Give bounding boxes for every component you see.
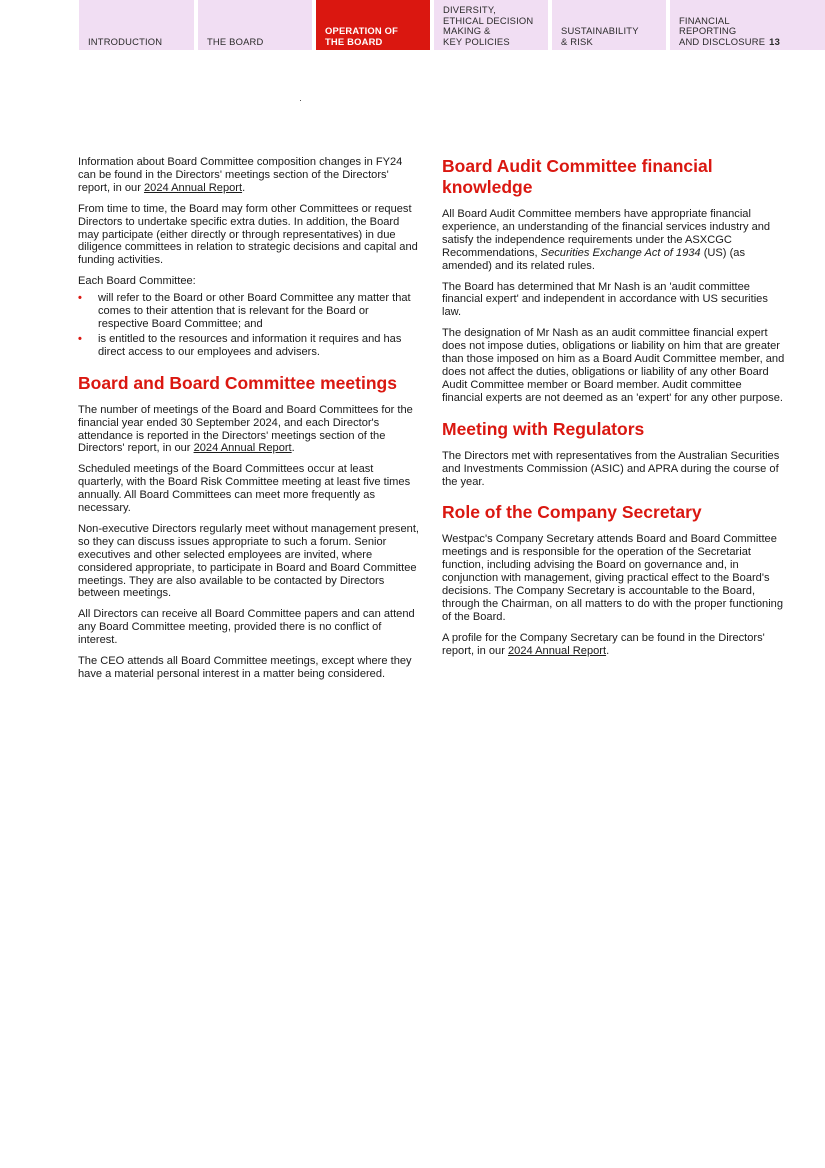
tab-label: OPERATION OF — [325, 25, 399, 37]
tab-label: & RISK — [561, 35, 593, 47]
meetings-count-paragraph: The number of meetings of the Board and Board Committees for the financial year ended 30 September 2024, and each Director's attendance is reported in the Directors' meetings section of the Directors' report, in our 2024 Annual Report. — [78, 403, 413, 455]
scheduled-meetings-paragraph: Scheduled meetings of the Board Committees occur at least quarterly, with the Board Risk Committee meeting at least five times annually. All Board Committees can meet more frequently as necessary. — [78, 463, 411, 515]
page-number: 13 — [769, 35, 780, 47]
tab-label: SUSTAINABILITY — [561, 25, 639, 37]
tab-label: AND DISCLOSURE — [679, 35, 766, 47]
heading-board-committee-meetings: Board and Board Committee meetings — [78, 372, 397, 393]
tab-label-with-page — [679, 37, 819, 47]
heading-role-of-company-secretary: Role of the Company Secretary — [442, 502, 702, 523]
tab-operation-of-the-board[interactable] — [316, 0, 430, 50]
other-committees-paragraph: From time to time, the Board may form other Committees or request Directors to undertake specific extra duties. In addition, the Board may participate (either directly or through representatives) in due diligence committees in relation to strategic decisions and capital and funding activities. — [78, 202, 418, 267]
company-secretary-paragraph: Westpac's Company Secretary attends Board and Board Committee meetings and is responsible for the operation of the Secretariat function, including advising the Board on governance and, in conjunction with management, giving practical effect to the Board's decisions. The Company Secretary is accountable to the Board, through the Chairman, on all matters to do with the proper functioning of the Board. — [442, 533, 784, 623]
designation-paragraph: The designation of Mr Nash as an audit committee financial expert does not impose duties, obligations or liability on him that are greater than those imposed on him as a Board Audit Committee member, and does not affect the duties, obligations or liability of any other Board Audit Committee member or Board member. Audit committee financial experts are not deemed as an 'expert' for any other purpose. — [442, 327, 785, 404]
tab-label: THE BOARD — [207, 35, 264, 47]
regulators-paragraph: The Directors met with representatives from the Australian Securities and Investments Commission (ASIC) and APRA during the course of the year. — [442, 449, 780, 488]
bullet-icon: • — [78, 292, 82, 305]
tab-the-board[interactable] — [198, 0, 312, 50]
tab-financial-reporting-and-disclosure[interactable] — [670, 0, 825, 50]
left-column — [78, 156, 421, 689]
tab-introduction[interactable] — [79, 0, 194, 50]
list-item: • is entitled to the resources and information it requires and has direct access to our employees and advisers. — [78, 332, 402, 358]
financial-expert-paragraph: The Board has determined that Mr Nash is an 'audit committee financial expert' and independent in accordance with US securities law. — [442, 280, 768, 319]
secretary-profile-paragraph: A profile for the Company Secretary can be found in the Directors' report, in our 2024 Annual Report. — [442, 631, 765, 657]
tab-label: THE BOARD — [325, 35, 383, 47]
list-item: • will refer to the Board or other Board Committee any matter that comes to their attention that is relevant for the Board or respective Board Committee; and — [78, 292, 411, 330]
tab-sustainability-and-risk[interactable] — [552, 0, 666, 50]
stray-mark — [300, 100, 301, 101]
committee-bullet-list — [78, 292, 421, 359]
tab-label: MAKING & — [443, 25, 491, 37]
ceo-attendance-paragraph: The CEO attends all Board Committee meetings, except where they have a material personal interest in a matter being considered. — [78, 655, 412, 680]
non-executive-directors-paragraph: Non-executive Directors regularly meet without management present, so they can discuss issues appropriate to such a forum. Senior executives and other selected employees are invited, where considered appropriate, to participate in Board and Board Committee meetings. They are also available to be contacted by Directors between meetings. — [78, 522, 419, 600]
committee-composition-paragraph: Information about Board Committee composition changes in FY24 can be found in the Directors' meetings section of the Directors' report, in our 2024 Annual Report. — [78, 156, 403, 194]
each-committee-intro: Each Board Committee: — [78, 275, 196, 288]
tab-label: FINANCIAL — [679, 14, 730, 26]
tab-label: REPORTING — [679, 25, 737, 37]
audit-members-paragraph: All Board Audit Committee members have appropriate financial experience, an understanding of the financial services industry and satisfy the independence requirements under the ASXCGC Recommendations, Securities Exchange Act of 1934 (US) (as amended) and its related rules. — [442, 208, 771, 272]
tab-label: KEY POLICIES — [443, 35, 510, 47]
annual-report-link[interactable]: 2024 Annual Report — [143, 181, 243, 194]
heading-audit-committee-financial-knowledge: Board Audit Committee financial knowledge — [442, 156, 713, 197]
bullet-icon: • — [78, 332, 82, 345]
tab-diversity-ethical-decision-making[interactable] — [434, 0, 548, 50]
right-column — [442, 156, 785, 666]
tab-label: INTRODUCTION — [88, 35, 163, 47]
committee-papers-paragraph: All Directors can receive all Board Committee papers and can attend any Board Committee meeting, provided there is no conflict of interest. — [78, 608, 415, 647]
securities-act-title: Securities Exchange Act of 1934 — [540, 246, 701, 259]
annual-report-link[interactable]: 2024 Annual Report — [193, 442, 292, 455]
heading-meeting-with-regulators: Meeting with Regulators — [442, 418, 645, 439]
tab-label: ETHICAL DECISION — [443, 14, 534, 26]
tab-label: DIVERSITY, — [443, 4, 496, 16]
annual-report-link[interactable]: 2024 Annual Report — [507, 644, 607, 657]
